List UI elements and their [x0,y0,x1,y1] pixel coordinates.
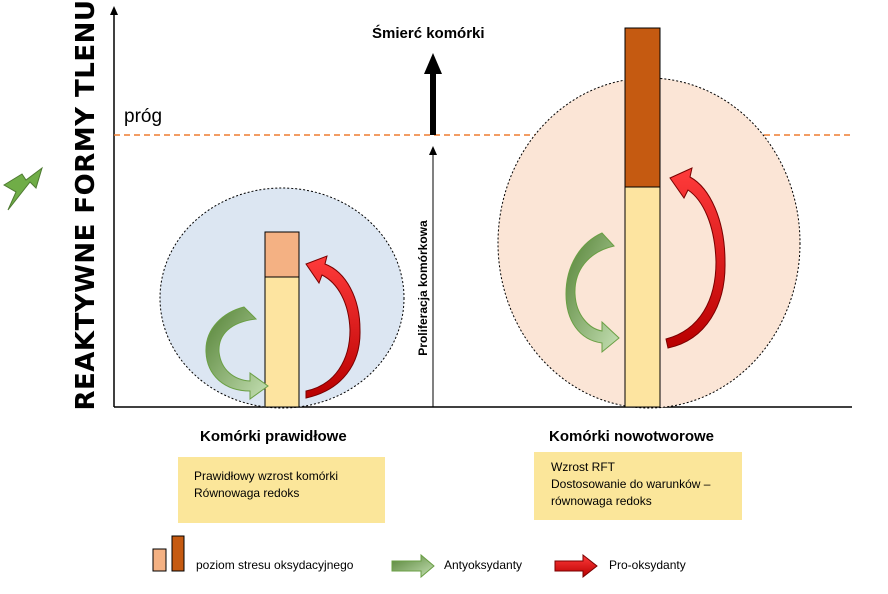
proliferation-label: Proliferacja komórkowa [416,220,430,356]
normal-bar-base [265,277,299,407]
normal-cells-note-box [178,457,385,523]
tumor-note-line: Wzrost RFT [551,460,615,474]
legend-prooxidants-label: Pro-oksydanty [609,558,686,572]
normal-note-line: Równowaga redoks [194,486,300,500]
proliferation-arrowhead [429,146,437,155]
legend-antioxidant-arrow-icon [392,555,434,577]
threshold-label: próg [124,106,163,127]
cell-death-label: Śmierć komórki [372,25,485,42]
normal-note-line: Prawidłowy wzrost komórki [194,469,339,483]
normal-bar-stress [265,232,299,277]
legend-stress-light-swatch [153,549,166,571]
tumor-note-line: Dostosowanie do warunków – [551,477,711,491]
cell-death-arrow [430,72,436,135]
tumor-cells-title: Komórki nowotworowe [549,428,714,445]
legend-stress-label: poziom stresu oksydacyjnego [196,558,354,572]
y-axis-label-wrap [56,0,116,410]
tumor-note-line: równowaga redoks [551,494,652,508]
normal-cells-title: Komórki prawidłowe [200,428,347,445]
lightning-icon [4,168,42,210]
proliferation-label-wrap [408,198,438,378]
tumor-bar-stress [625,28,660,187]
cell-death-arrowhead [424,53,442,74]
tumor-bar-base [625,187,660,407]
legend-prooxidant-arrow-icon [555,555,597,577]
legend-stress-dark-swatch [172,536,184,571]
tumor-cells-note-box [534,452,742,520]
legend-antioxidants-label: Antyoksydanty [444,558,523,572]
y-axis-label: REAKTYWNE FORMY TLENU [71,0,101,411]
